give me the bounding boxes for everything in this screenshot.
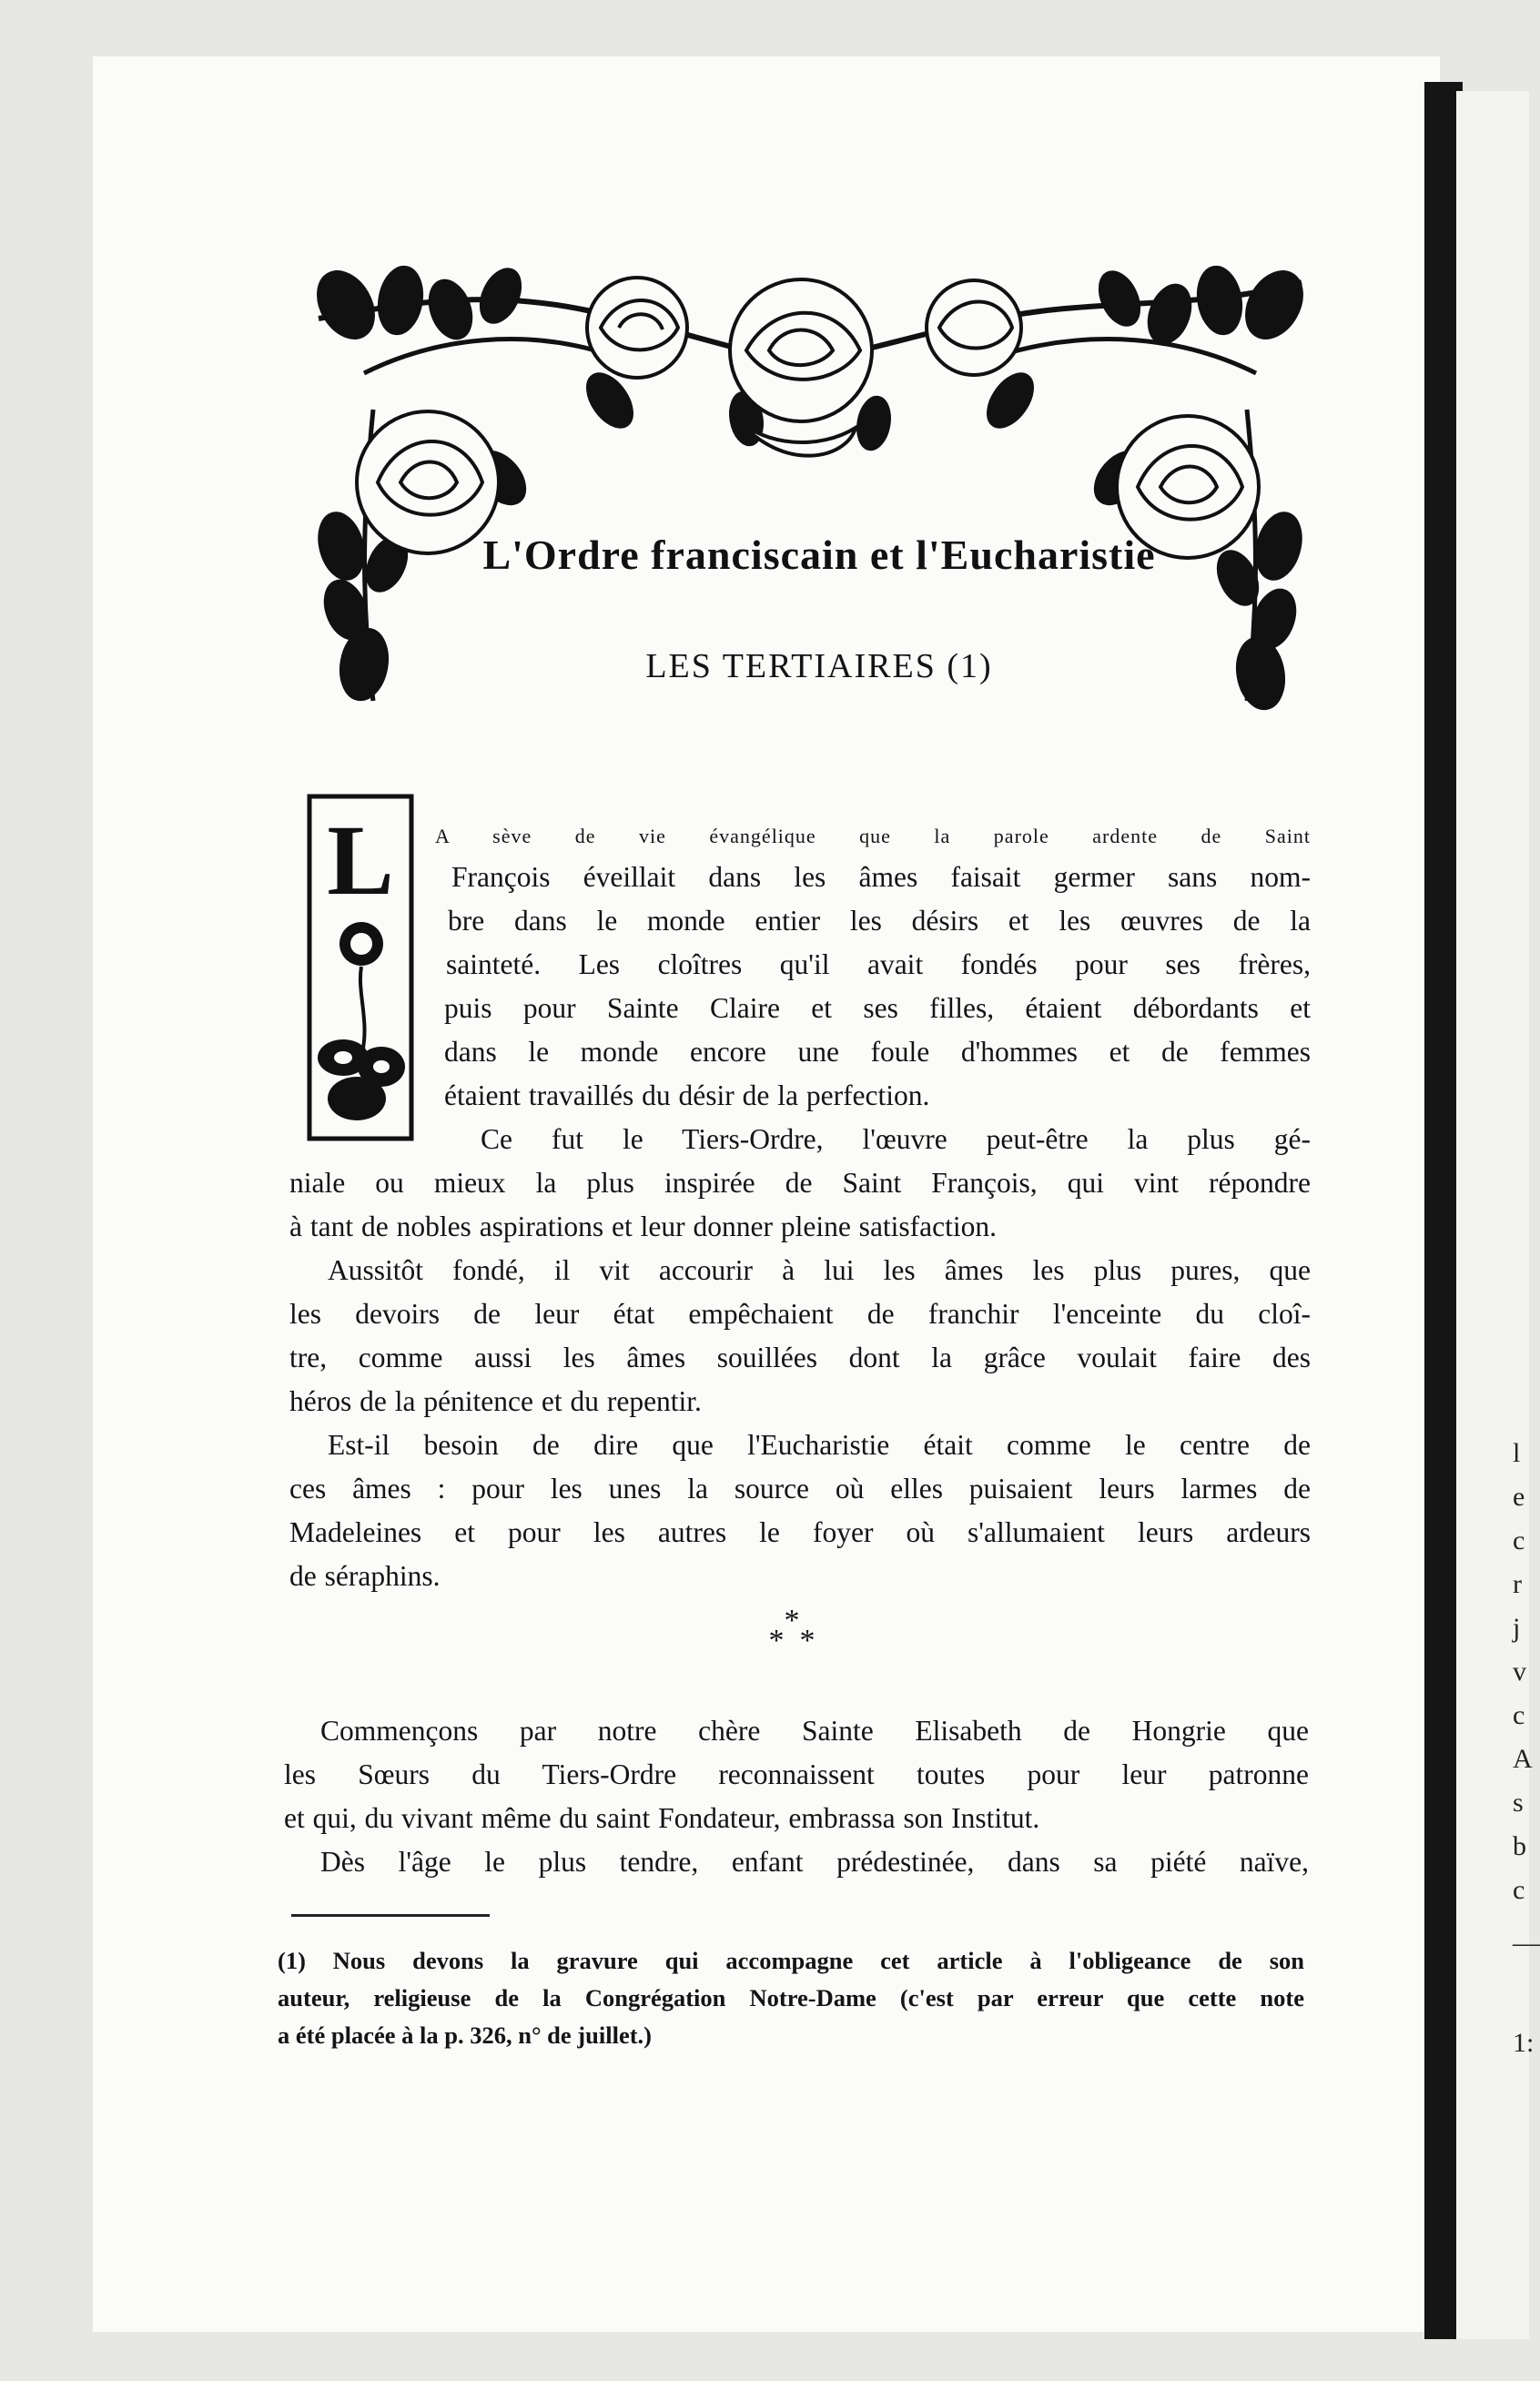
adjacent-letter: c xyxy=(1513,1525,1525,1555)
footnote-rule xyxy=(291,1914,490,1917)
adjacent-letter: r xyxy=(1513,1569,1522,1599)
paragraph-line: Dès l'âge le plus tendre, enfant prédestinée, dans sa piété naïve, xyxy=(320,1846,1309,1878)
paragraph-line: Aussitôt fondé, il vit accourir à lui les âmes les plus pures, que xyxy=(328,1254,1311,1286)
paragraph-line: à tant de nobles aspirations et leur donner pleine satisfaction. xyxy=(289,1211,998,1242)
paragraph-line: de séraphins. xyxy=(289,1560,441,1592)
paragraph-line: bre dans le monde entier les désirs et les œuvres de la xyxy=(448,905,1311,937)
adjacent-page xyxy=(1456,91,1529,2339)
paragraph-line: Ce fut le Tiers-Ordre, l'œuvre peut-être la plus gé- xyxy=(481,1123,1311,1155)
paragraph-line: dans le monde encore une foule d'hommes et de femmes xyxy=(444,1036,1311,1068)
paragraph-line: niale ou mieux la plus inspirée de Saint François, qui vint répondre xyxy=(289,1167,1311,1199)
dropcap-letter: L xyxy=(327,805,394,916)
adjacent-letter: — xyxy=(1513,1928,1540,1958)
paragraph-line: François éveillait dans les âmes faisait germer sans nom- xyxy=(451,861,1311,893)
paragraph-line: sainteté. Les cloîtres qu'il avait fondés pour ses frères, xyxy=(446,948,1311,980)
adjacent-letter: v xyxy=(1513,1657,1526,1687)
paragraph-line: ces âmes : pour les unes la source où elles puisaient leurs larmes de xyxy=(289,1473,1311,1505)
article-title: L'Ordre franciscain et l'Eucharistie xyxy=(482,532,1156,578)
dropcap-ornament xyxy=(307,794,414,1141)
footnote-line: a été placée à la p. 326, n° de juillet.) xyxy=(278,2021,652,2049)
paragraph-line: et qui, du vivant même du saint Fondateur, embrassa son Institut. xyxy=(284,1802,1040,1834)
paragraph-line: étaient travaillés du désir de la perfection. xyxy=(444,1079,930,1111)
paragraph-line: les Sœurs du Tiers-Ordre reconnaissent toutes pour leur patronne xyxy=(284,1758,1309,1790)
adjacent-letter: e xyxy=(1513,1482,1525,1512)
paragraph-line: les devoirs de leur état empêchaient de franchir l'enceinte du cloî- xyxy=(289,1298,1311,1330)
paragraph-line: héros de la pénitence et du repentir. xyxy=(289,1385,702,1417)
paragraph-line: A sève de vie évangélique que la parole ardente de Saint xyxy=(435,825,1311,847)
adjacent-letter: A xyxy=(1513,1744,1533,1774)
adjacent-letter: s xyxy=(1513,1788,1524,1818)
adjacent-letter: c xyxy=(1513,1875,1525,1905)
footnote-line: auteur, religieuse de la Congrégation Notre-Dame (c'est par erreur que cette note xyxy=(278,1984,1304,2011)
paragraph-line: tre, comme aussi les âmes souillées dont la grâce voulait faire des xyxy=(289,1342,1311,1373)
footnote-line: (1) Nous devons la gravure qui accompagne cet article à l'obligeance de son xyxy=(278,1947,1304,1974)
article-subtitle: LES TERTIAIRES (1) xyxy=(645,647,993,685)
adjacent-letter: c xyxy=(1513,1700,1525,1730)
paragraph-line: Est-il besoin de dire que l'Eucharistie était comme le centre de xyxy=(328,1429,1311,1461)
asterism-separator: * * * xyxy=(768,1604,816,1657)
adjacent-letter: j xyxy=(1513,1613,1521,1643)
adjacent-letter: b xyxy=(1513,1831,1526,1861)
paragraph-line: puis pour Sainte Claire et ses filles, étaient débordants et xyxy=(444,992,1311,1024)
adjacent-letter: 1: xyxy=(1513,2028,1535,2058)
paragraph-line: Commençons par notre chère Sainte Elisabeth de Hongrie que xyxy=(320,1715,1309,1747)
paragraph-line: Madeleines et pour les autres le foyer où s'allumaient leurs ardeurs xyxy=(289,1516,1311,1548)
adjacent-letter: l xyxy=(1513,1438,1521,1468)
